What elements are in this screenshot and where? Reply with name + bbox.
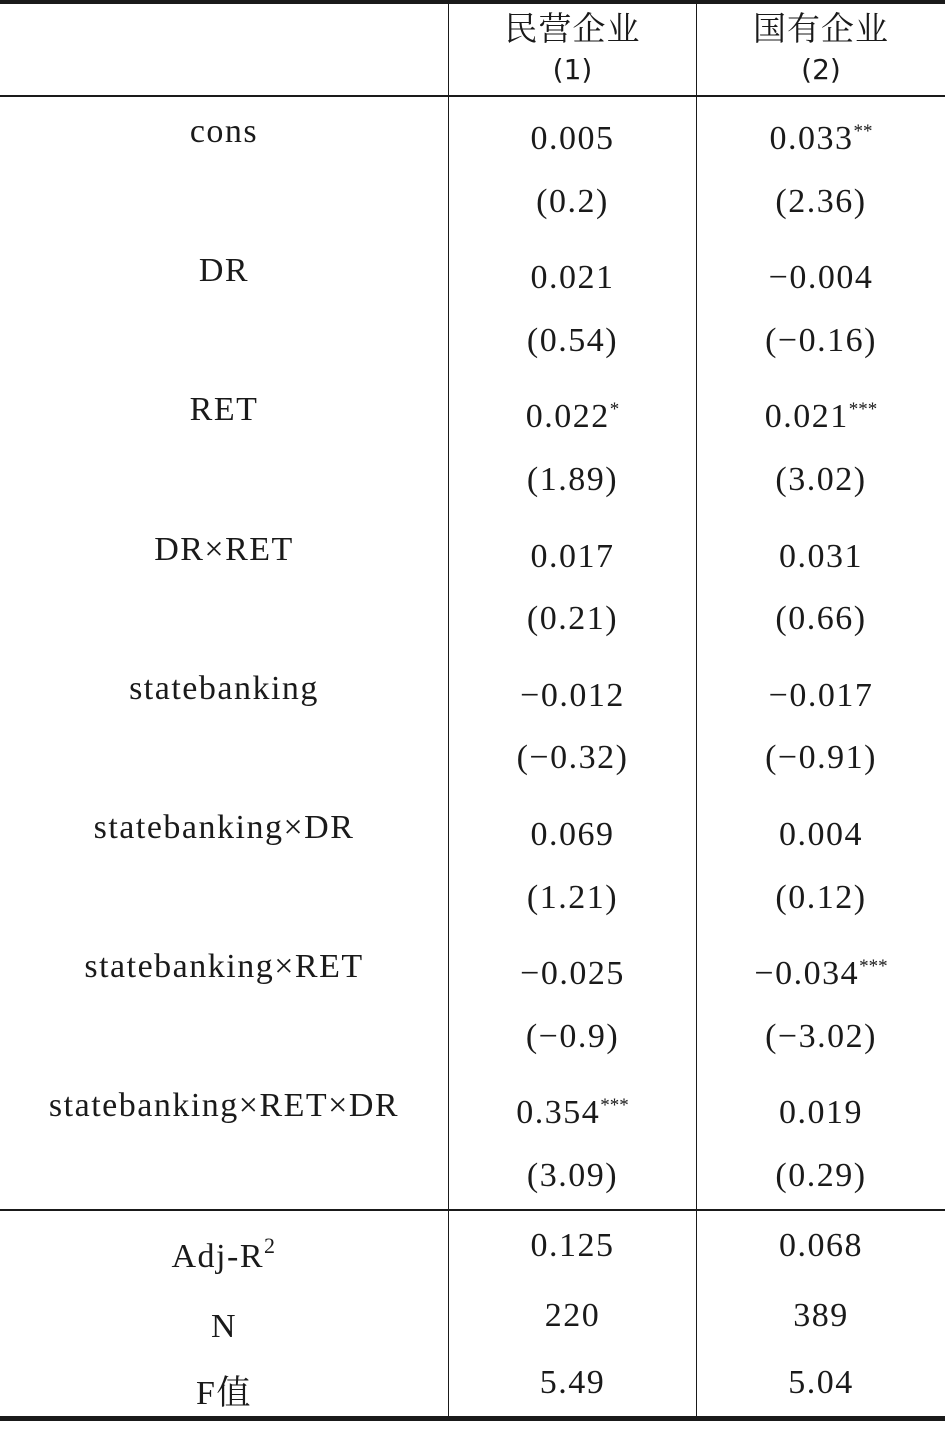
variable-label: RET [189,391,259,429]
coef-row [0,793,945,863]
coef-cell [449,236,696,306]
tstat-row [0,584,945,654]
tstat-row [0,723,945,793]
stat-row [0,1348,945,1418]
tstat-cell: (3.02) [775,461,867,498]
tstat-cell: (−3.02) [765,1017,877,1055]
stat-value: 0.068 [779,1227,863,1264]
coef-value: 0.022 [525,398,610,436]
stat-label [0,1348,448,1418]
variable-label: statebanking [129,669,319,707]
tstat-cell: (2.36) [775,182,867,220]
coef-value: 0.021 [530,259,615,297]
coef-cell [697,375,945,445]
coef-value: 0.069 [530,816,615,853]
tstat-row [0,445,945,515]
coef-cell [697,793,945,863]
coef-cell [449,375,696,445]
variable-label: statebanking×RET×DR [48,1087,400,1125]
coef-cell [449,515,696,585]
variable-label: statebanking×DR [93,809,355,846]
column-header-number: (1) [552,53,593,86]
coef-value: 0.004 [779,816,863,853]
coef-cell [697,932,945,1002]
column-header [449,4,696,95]
coef-row [0,654,945,724]
tstat-cell: (0.29) [775,1157,867,1194]
coef-row [0,97,945,167]
column-header [697,4,945,95]
tstat-cell: (0.54) [526,321,619,359]
stat-value: 5.04 [788,1364,854,1401]
tstat-row [0,1141,945,1211]
coef-value: 0.021 [764,398,849,436]
significance-stars: *** [859,956,888,978]
stat-label [0,1281,448,1351]
significance-stars: *** [848,399,878,421]
coef-row [0,1071,945,1141]
coef-value: −0.025 [520,955,625,993]
coef-value: −0.034 [754,955,860,993]
coef-cell [449,793,696,863]
stat-value: 0.125 [530,1227,615,1264]
stat-row [0,1281,945,1351]
tstat-cell: (0.2) [536,182,609,220]
column-header-name: 民营企业 [504,9,641,48]
coef-row [0,515,945,585]
coef-cell [449,1071,696,1141]
coef-cell [449,97,696,167]
coef-cell [697,515,945,585]
coef-value: 0.019 [779,1094,863,1132]
tstat-cell: (−0.9) [525,1017,620,1055]
stat-row [0,1211,945,1281]
tstat-cell: (0.66) [775,600,867,638]
significance-stars: ** [853,121,873,142]
variable-label: statebanking×RET [84,948,364,986]
column-header-name: 国有企业 [753,9,889,48]
stat-label-text: Adj-R [171,1238,264,1275]
stat-label-text: F值 [196,1375,252,1412]
tstat-cell: (1.21) [526,878,619,916]
column-header-number: (2) [801,53,841,86]
coef-cell [449,932,696,1002]
coef-value: 0.354 [516,1094,601,1132]
coef-value: 0.033 [769,120,854,157]
stat-value: 220 [544,1296,601,1334]
coef-value: 0.017 [530,537,615,575]
coef-row [0,236,945,306]
tstat-cell: (0.21) [526,600,619,638]
stat-value: 5.49 [539,1364,606,1401]
tstat-row [0,306,945,376]
coef-cell [697,236,945,306]
significance-stars: * [609,399,620,421]
coef-cell [697,1071,945,1141]
stat-value: 389 [793,1296,849,1334]
superscript: 2 [264,1233,277,1258]
coef-value: 0.031 [779,537,863,575]
tstat-cell: (−0.91) [765,739,877,777]
coef-cell [697,97,945,167]
tstat-row [0,167,945,237]
coef-value: −0.017 [768,676,874,714]
stat-label [0,1211,448,1281]
tstat-cell: (0.12) [775,878,867,916]
coef-row [0,932,945,1002]
variable-label: DR [198,252,250,290]
coef-cell [697,654,945,724]
tstat-cell: (1.89) [526,461,619,498]
tstat-cell: (−0.32) [516,739,629,777]
variable-label: cons [189,113,259,150]
tstat-cell: (−0.16) [765,321,877,359]
tstat-row [0,863,945,933]
coef-value: −0.012 [520,676,625,714]
coef-cell [449,654,696,724]
stat-label-text: N [210,1307,238,1345]
significance-stars: *** [600,1095,629,1117]
coef-value: −0.004 [768,259,874,297]
variable-label: DR×RET [154,530,294,568]
tstat-row [0,1002,945,1072]
coef-row [0,375,945,445]
coef-value: 0.005 [530,120,615,157]
tstat-cell: (3.09) [526,1157,619,1194]
